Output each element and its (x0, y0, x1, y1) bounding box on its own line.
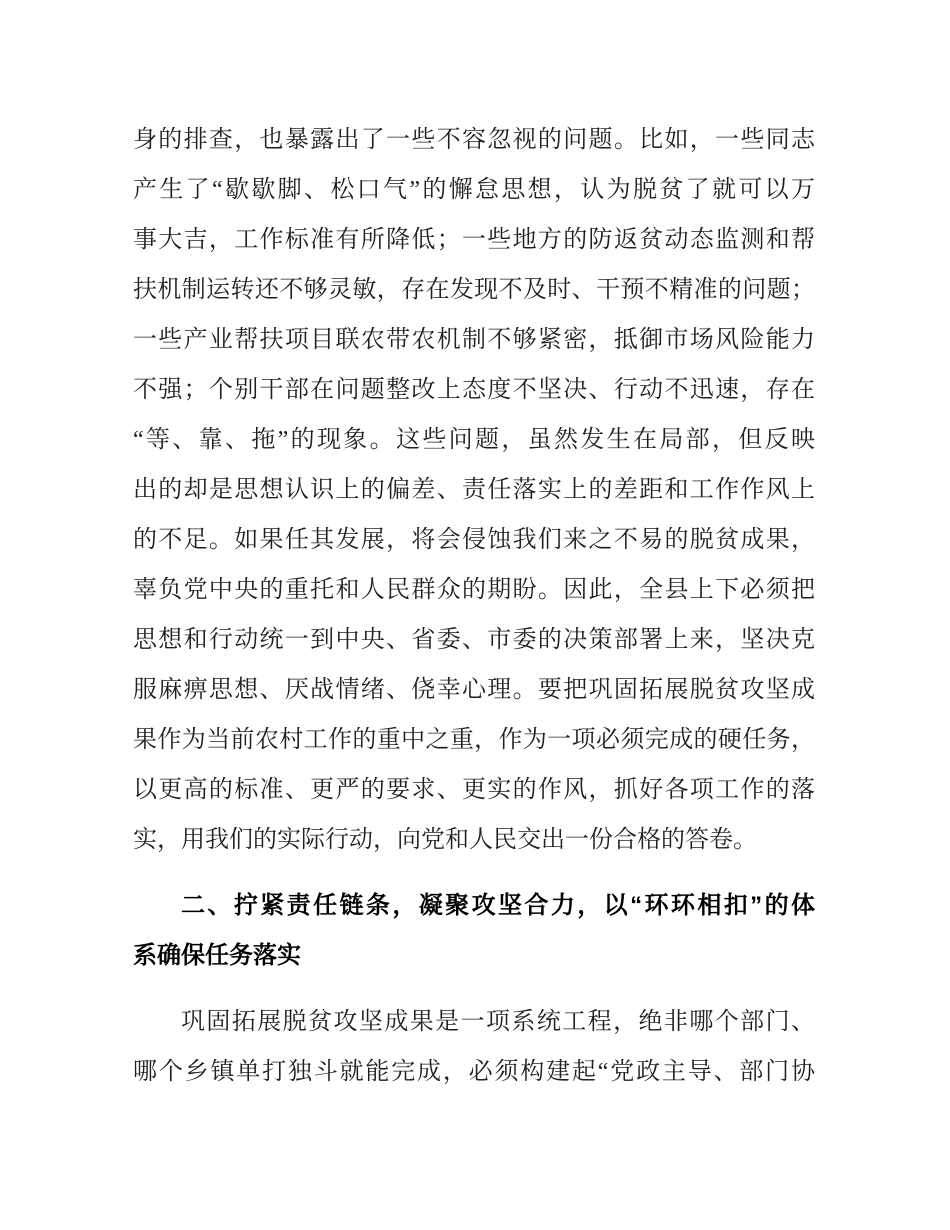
text-line: 二、拧紧责任链条，凝聚攻坚合力，以“环环相扣”的体 (181, 892, 815, 919)
text-line: 系确保任务落实 (133, 942, 301, 969)
text-line: 身的排查，也暴露出了一些不容忽视的问题。比如，一些同志 (133, 127, 815, 153)
text-line: 产生了“歇歇脚、松口气”的懈怠思想，认为脱贫了就可以万 (133, 177, 815, 203)
text-line: 的不足。如果任其发展，将会侵蚀我们来之不易的脱贫成果， (133, 527, 815, 553)
section-heading (133, 881, 815, 981)
text-line: 扶机制运转还不够灵敏，存在发现不及时、干预不精准的问题； (133, 277, 815, 303)
document-content (133, 115, 815, 1097)
text-line: 哪个乡镇单打独斗就能完成，必须构建起“党政主导、部门协 (133, 1059, 815, 1085)
text-line: 果作为当前农村工作的重中之重，作为一项必须完成的硬任务， (133, 727, 815, 753)
text-line: 实，用我们的实际行动，向党和人民交出一份合格的答卷。 (133, 827, 757, 853)
body-paragraph (133, 997, 815, 1097)
text-line: “等、靠、拖”的现象。这些问题，虽然发生在局部，但反映 (133, 427, 815, 453)
text-line: 一些产业帮扶项目联农带农机制不够紧密，抵御市场风险能力 (133, 327, 815, 353)
text-line: 不强；个别干部在问题整改上态度不坚决、行动不迅速，存在 (133, 377, 815, 403)
text-line: 巩固拓展脱贫攻坚成果是一项系统工程，绝非哪个部门、 (181, 1009, 815, 1035)
text-line: 以更高的标准、更严的要求、更实的作风，抓好各项工作的落 (133, 777, 815, 803)
text-line: 服麻痹思想、厌战情绪、侥幸心理。要把巩固拓展脱贫攻坚成 (133, 677, 815, 703)
body-paragraph (133, 115, 815, 865)
text-line: 思想和行动统一到中央、省委、市委的决策部署上来，坚决克 (133, 627, 815, 653)
text-line: 出的却是思想认识上的偏差、责任落实上的差距和工作作风上 (133, 477, 815, 503)
text-line: 事大吉，工作标准有所降低；一些地方的防返贫动态监测和帮 (133, 227, 815, 253)
text-line: 辜负党中央的重托和人民群众的期盼。因此，全县上下必须把 (133, 577, 815, 603)
